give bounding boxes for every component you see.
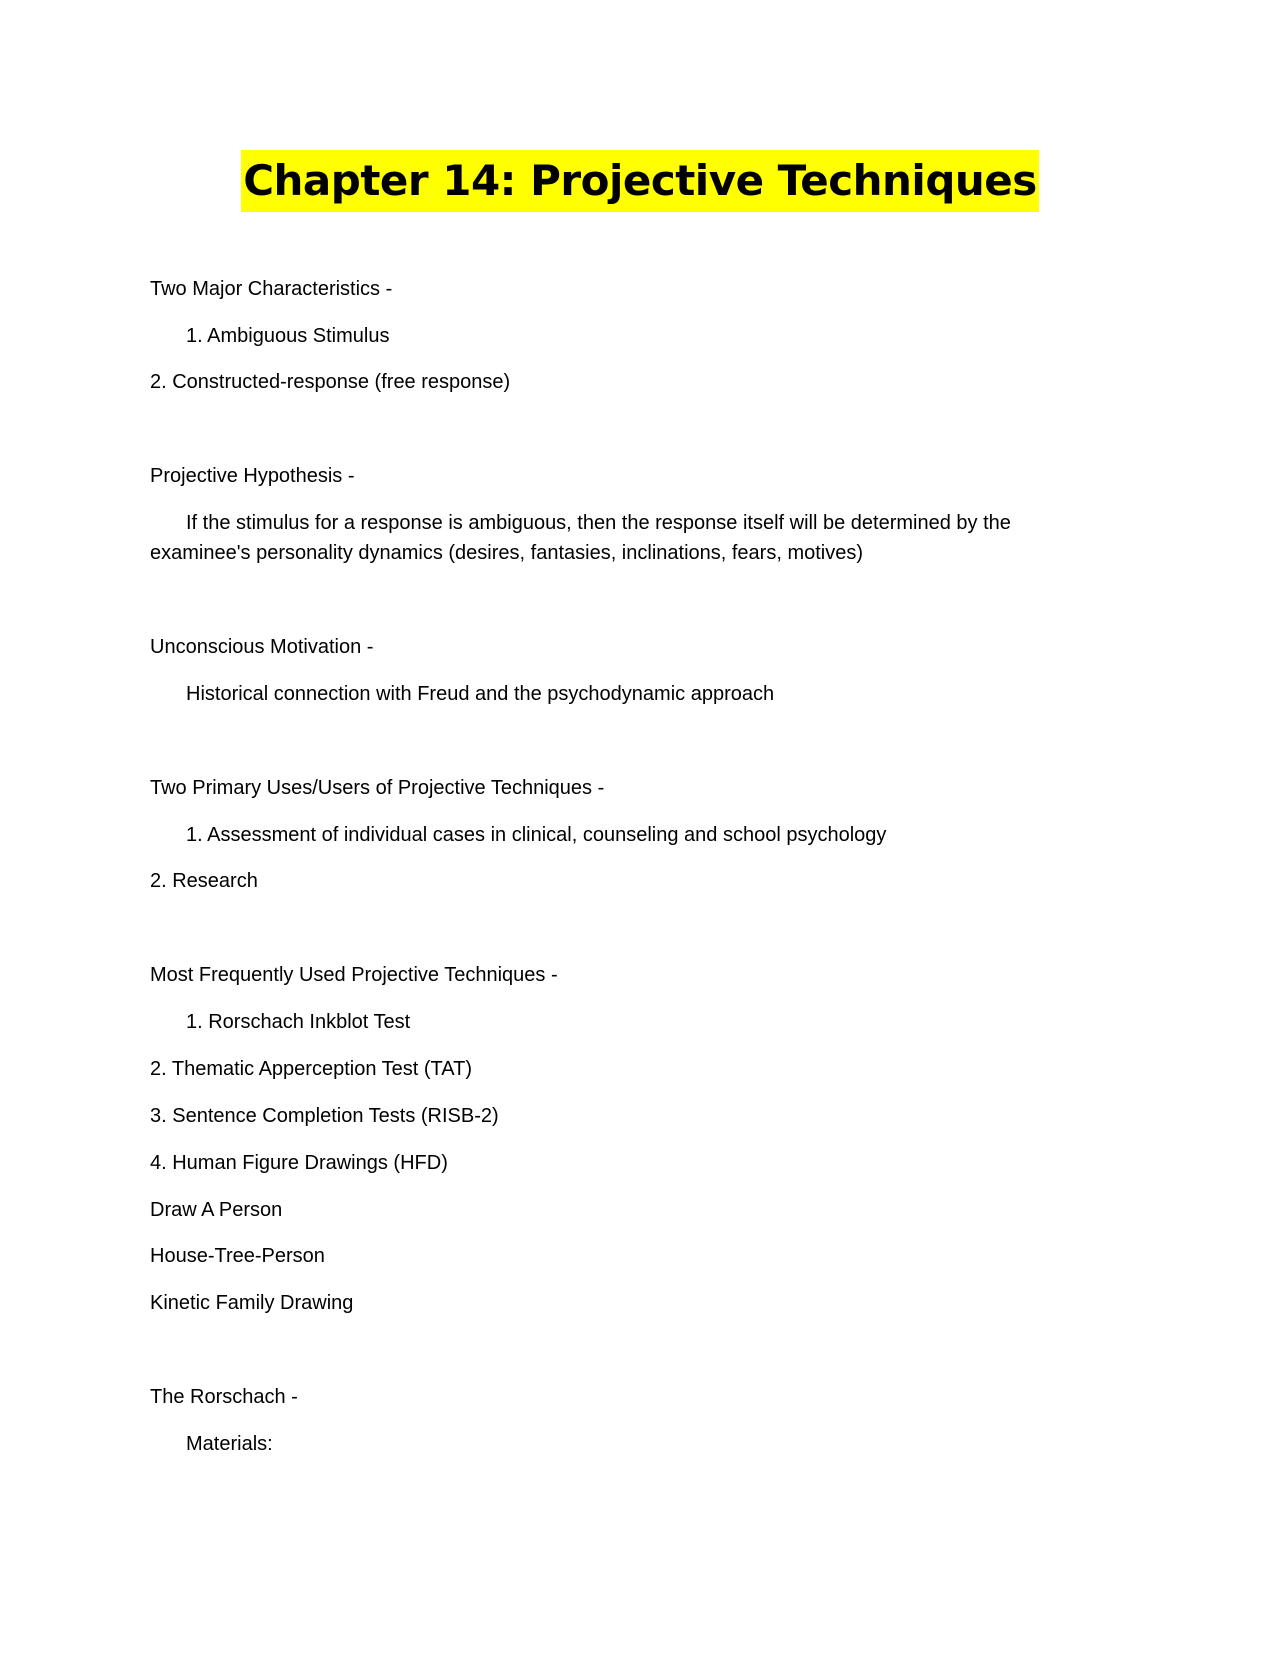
list-item-research: 2. Research [150,870,258,892]
title-wrapper [0,150,1280,212]
list-item-kinetic-family-drawing: Kinetic Family Drawing [150,1292,354,1314]
section-heading-primary-uses: Two Primary Uses/Users of Projective Techniques - [150,777,605,799]
list-item-draw-a-person: Draw A Person [150,1199,283,1221]
section-heading-frequent-techniques: Most Frequently Used Projective Techniques - [150,964,558,986]
section-heading-major-characteristics: Two Major Characteristics - [150,278,393,300]
paragraph-unconscious-motivation: Historical connection with Freud and the psychodynamic approach [186,683,775,705]
list-item-assessment: 1. Assessment of individual cases in clinical, counseling and school psychology [186,824,887,846]
list-item-human-figure-drawings: 4. Human Figure Drawings (HFD) [150,1152,448,1174]
section-heading-unconscious-motivation: Unconscious Motivation - [150,636,374,658]
list-item-rorschach-inkblot: 1. Rorschach Inkblot Test [186,1011,411,1033]
list-item-tat: 2. Thematic Apperception Test (TAT) [150,1058,472,1080]
list-item-ambiguous-stimulus: 1. Ambiguous Stimulus [186,325,390,347]
list-item-sentence-completion: 3. Sentence Completion Tests (RISB-2) [150,1105,499,1127]
subheading-materials: Materials: [186,1433,273,1455]
section-heading-projective-hypothesis: Projective Hypothesis - [150,465,355,487]
list-item-house-tree-person: House-Tree-Person [150,1245,325,1267]
page-title: Chapter 14: Projective Techniques [241,150,1039,212]
list-item-constructed-response: 2. Constructed-response (free response) [150,371,511,393]
paragraph-projective-hypothesis: If the stimulus for a response is ambiguous, then the response itself will be determined by the examinee's personality dynamics (desires, fantasies, inclinations, fears, motives) [150,512,1011,564]
section-heading-rorschach: The Rorschach - [150,1386,298,1408]
